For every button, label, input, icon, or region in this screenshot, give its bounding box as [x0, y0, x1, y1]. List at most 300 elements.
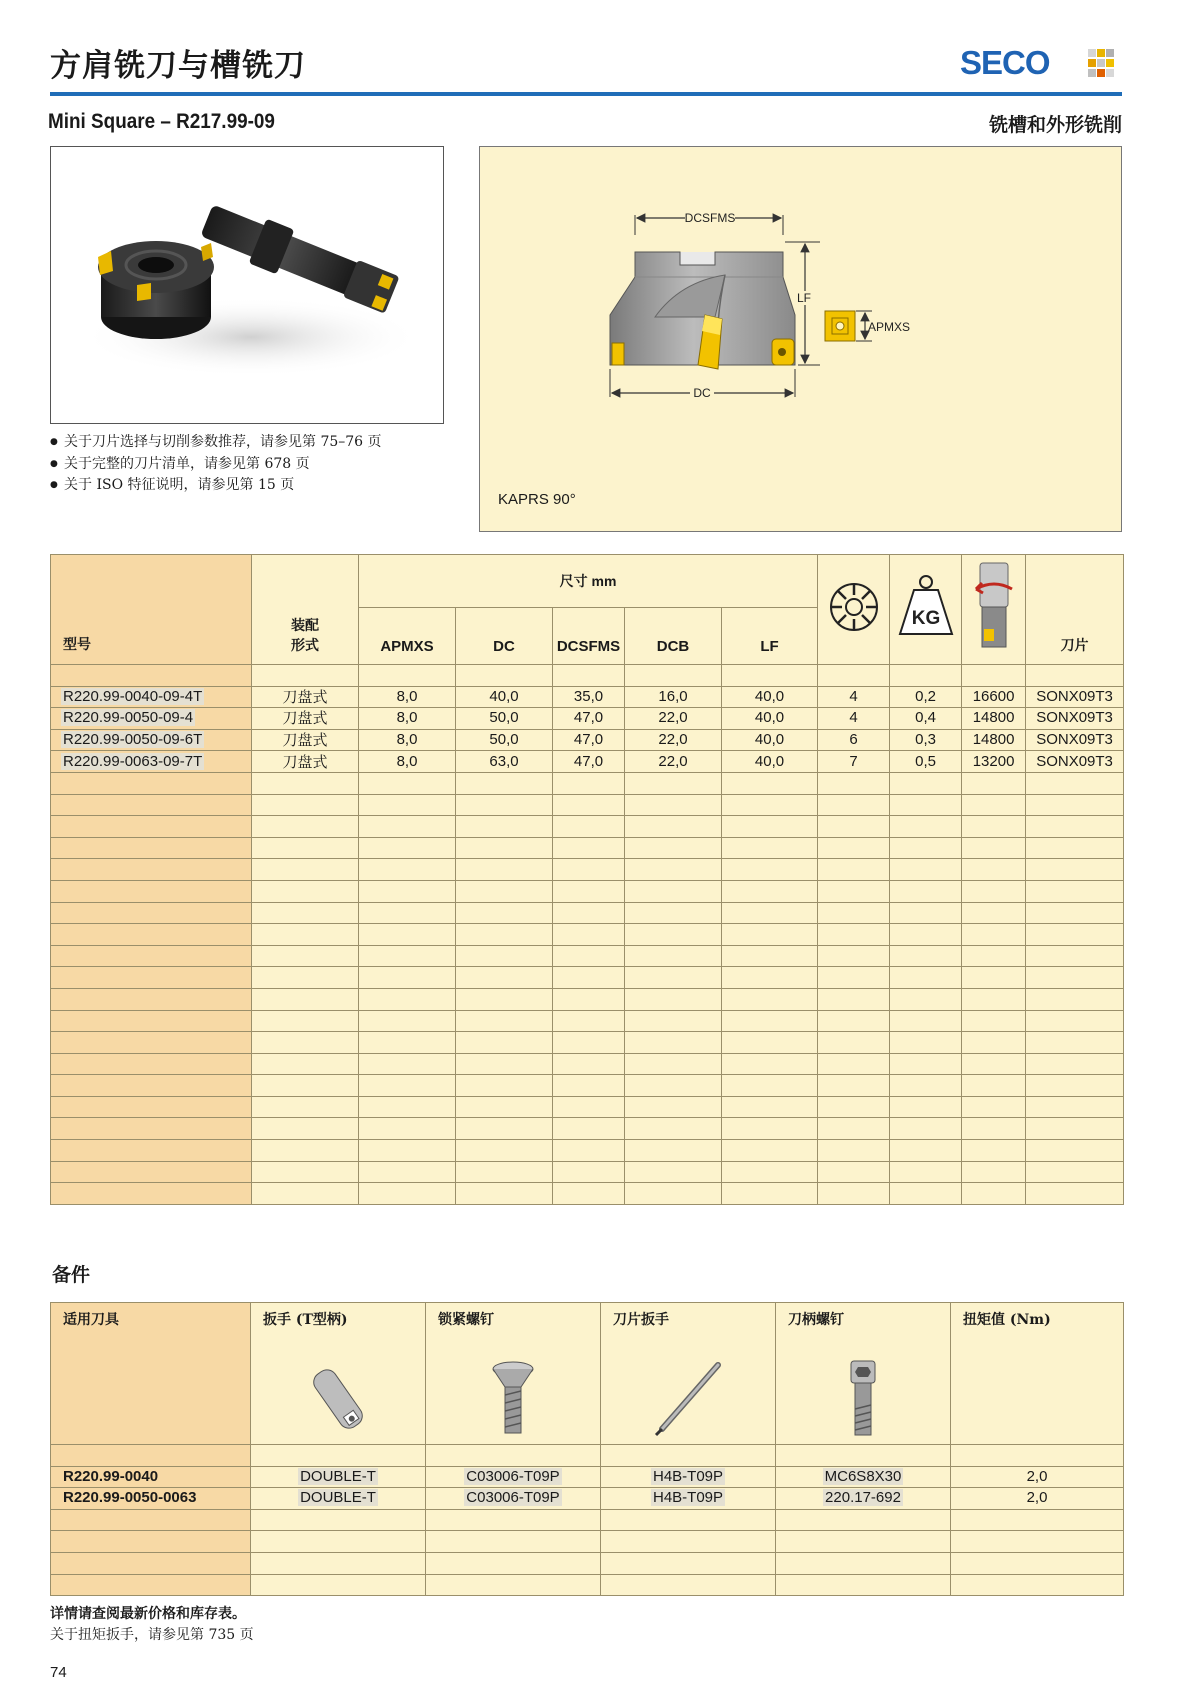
spares-cell-key: [601, 1531, 776, 1553]
footer-note-torque: 关于扭矩扳手，请参见第 735 页: [50, 1627, 254, 1643]
cell-model: R220.99-0050-09-4: [51, 708, 252, 730]
cell-insert: [1026, 1053, 1124, 1075]
header-model: 型号: [51, 555, 252, 665]
cell-mount: [252, 1096, 359, 1118]
cell-dcb: [625, 967, 722, 989]
cell-lf: [722, 880, 818, 902]
spares-cell-arbor_screw: MC6S8X30: [776, 1466, 951, 1488]
cell-apmxs: [359, 1161, 456, 1183]
cell-dc: [456, 902, 553, 924]
spares-cell-key: [601, 1509, 776, 1531]
cell-z: [818, 988, 890, 1010]
cell-apmxs: [359, 772, 456, 794]
cell-mount: [252, 772, 359, 794]
cell-dcb: 22,0: [625, 751, 722, 773]
spares-row-empty: [51, 1552, 1124, 1574]
cell-lf: [722, 794, 818, 816]
spares-cell-torque: [951, 1509, 1124, 1531]
cell-insert: [1026, 665, 1124, 687]
cell-dc: [456, 880, 553, 902]
table-row-empty: [51, 837, 1124, 859]
cell-dcsfms: 47,0: [553, 708, 625, 730]
header-weight: [890, 555, 962, 665]
cell-dc: [456, 859, 553, 881]
cell-model: [51, 859, 252, 881]
cell-dcsfms: [553, 967, 625, 989]
spares-cell-key: H4B-T09P: [601, 1488, 776, 1510]
cell-insert: [1026, 1118, 1124, 1140]
cell-kg: 0,5: [890, 751, 962, 773]
cell-model: [51, 1183, 252, 1205]
cell-rpm: [962, 924, 1026, 946]
cell-dc: [456, 1140, 553, 1162]
spares-cell-wrench: [251, 1531, 426, 1553]
cell-lf: [722, 1096, 818, 1118]
cell-mount: [252, 1010, 359, 1032]
cell-insert: [1026, 988, 1124, 1010]
cell-model: [51, 1161, 252, 1183]
milling-cutter-image: [51, 147, 445, 425]
cell-mount: [252, 837, 359, 859]
cell-kg: [890, 837, 962, 859]
table-row: [51, 729, 1124, 751]
table-row: [51, 708, 1124, 730]
spares-row-empty: [51, 1445, 1124, 1467]
cell-dcsfms: [553, 988, 625, 1010]
header-mount: 装配 形式: [252, 555, 359, 665]
cell-rpm: [962, 1096, 1026, 1118]
cell-apmxs: [359, 1118, 456, 1140]
cell-kg: [890, 1010, 962, 1032]
note-item: ● 关于 ISO 特征说明，请参见第 15 页: [50, 475, 382, 497]
spares-header-wrench: 扳手 (T型柄): [251, 1303, 426, 1445]
cell-dcsfms: [553, 837, 625, 859]
header-teeth: [818, 555, 890, 665]
cell-dcb: [625, 1140, 722, 1162]
cell-mount: [252, 1032, 359, 1054]
cell-dcb: [625, 816, 722, 838]
cell-dcsfms: 47,0: [553, 751, 625, 773]
cell-rpm: [962, 1053, 1026, 1075]
cell-apmxs: [359, 665, 456, 687]
cutter-dimension-drawing: [480, 147, 1123, 487]
spares-cell-tool: [51, 1445, 251, 1467]
cell-z: [818, 1032, 890, 1054]
cell-kg: [890, 967, 962, 989]
teeth-count-icon: [828, 581, 880, 633]
cell-apmxs: [359, 1183, 456, 1205]
cell-mount: [252, 1140, 359, 1162]
cell-rpm: [962, 902, 1026, 924]
cell-dcsfms: [553, 1010, 625, 1032]
spares-title: 备件: [52, 1264, 91, 1286]
cell-insert: [1026, 1010, 1124, 1032]
header-apmxs: APMXS: [359, 607, 456, 664]
spares-rows: [51, 1445, 1124, 1596]
cell-kg: [890, 859, 962, 881]
cell-rpm: [962, 880, 1026, 902]
cell-kg: 0,3: [890, 729, 962, 751]
cell-model: [51, 772, 252, 794]
lf-label: LF: [796, 291, 812, 305]
cell-z: [818, 794, 890, 816]
spares-cell-screw: [426, 1531, 601, 1553]
cell-apmxs: [359, 859, 456, 881]
header-rpm: [962, 555, 1026, 665]
cell-insert: [1026, 1140, 1124, 1162]
cell-mount: [252, 967, 359, 989]
cell-z: [818, 859, 890, 881]
cell-dc: [456, 1118, 553, 1140]
cell-lf: [722, 1140, 818, 1162]
spares-cell-screw: [426, 1574, 601, 1596]
table-row-empty: [51, 1053, 1124, 1075]
cell-dc: 63,0: [456, 751, 553, 773]
cell-rpm: [962, 794, 1026, 816]
spares-cell-tool: R220.99-0050-0063: [51, 1488, 251, 1510]
spares-cell-key: [601, 1445, 776, 1467]
seco-logo: SECO: [960, 46, 1120, 80]
table-row-empty: [51, 816, 1124, 838]
cell-kg: [890, 772, 962, 794]
table-row-empty: [51, 1075, 1124, 1097]
cell-kg: [890, 665, 962, 687]
cell-kg: [890, 1053, 962, 1075]
cell-apmxs: [359, 1053, 456, 1075]
cell-z: [818, 924, 890, 946]
apmxs-label: APMXS: [868, 320, 911, 334]
cell-mount: 刀盘式: [252, 708, 359, 730]
cell-mount: [252, 988, 359, 1010]
cell-dcb: [625, 1161, 722, 1183]
cell-kg: [890, 794, 962, 816]
product-rows: [51, 665, 1124, 1205]
cell-lf: 40,0: [722, 686, 818, 708]
product-table: [50, 554, 1124, 1205]
dimension-diagram: [479, 146, 1122, 532]
spares-cell-arbor_screw: 220.17-692: [776, 1488, 951, 1510]
cell-dc: [456, 1010, 553, 1032]
logo-mark-icon: [1088, 49, 1114, 77]
cell-z: 7: [818, 751, 890, 773]
cell-mount: [252, 794, 359, 816]
max-rpm-icon: [972, 559, 1016, 655]
spares-cell-screw: [426, 1445, 601, 1467]
cell-insert: [1026, 924, 1124, 946]
cell-z: [818, 772, 890, 794]
cell-z: [818, 816, 890, 838]
cell-z: [818, 1053, 890, 1075]
cell-z: [818, 1096, 890, 1118]
cell-apmxs: [359, 816, 456, 838]
cell-z: 4: [818, 686, 890, 708]
reference-notes: [50, 432, 382, 497]
cell-dcb: [625, 794, 722, 816]
spares-row-empty: [51, 1531, 1124, 1553]
cell-dcb: 22,0: [625, 729, 722, 751]
cell-dc: 50,0: [456, 729, 553, 751]
cell-z: [818, 1075, 890, 1097]
cell-dcsfms: 35,0: [553, 686, 625, 708]
cell-dcb: [625, 902, 722, 924]
cell-lf: [722, 967, 818, 989]
cell-lf: [722, 924, 818, 946]
spares-cell-arbor_screw: [776, 1445, 951, 1467]
arbor-screw-icon: [838, 1359, 888, 1439]
spares-row-empty: [51, 1509, 1124, 1531]
cell-lf: 40,0: [722, 708, 818, 730]
cell-mount: [252, 924, 359, 946]
cell-rpm: [962, 967, 1026, 989]
cell-kg: 0,2: [890, 686, 962, 708]
cell-dcsfms: [553, 1053, 625, 1075]
cell-model: [51, 924, 252, 946]
table-row-empty: [51, 1032, 1124, 1054]
table-row-empty: [51, 945, 1124, 967]
cell-apmxs: [359, 967, 456, 989]
cell-apmxs: [359, 902, 456, 924]
cell-dcsfms: [553, 924, 625, 946]
spares-cell-torque: 2,0: [951, 1466, 1124, 1488]
cell-mount: 刀盘式: [252, 751, 359, 773]
cell-insert: [1026, 837, 1124, 859]
header-dcsfms: DCSFMS: [553, 607, 625, 664]
cell-kg: [890, 988, 962, 1010]
cell-dcsfms: [553, 945, 625, 967]
cell-z: 4: [818, 708, 890, 730]
header-insert: 刀片: [1026, 555, 1124, 665]
spares-cell-key: [601, 1574, 776, 1596]
cell-dcsfms: [553, 1140, 625, 1162]
insert-key-icon: [648, 1359, 728, 1439]
table-row-empty: [51, 988, 1124, 1010]
table-row: [51, 686, 1124, 708]
cell-model: [51, 945, 252, 967]
cell-mount: [252, 816, 359, 838]
spares-cell-tool: [51, 1574, 251, 1596]
cell-model: [51, 967, 252, 989]
cell-dc: [456, 988, 553, 1010]
cell-rpm: [962, 859, 1026, 881]
cell-model: R220.99-0063-09-7T: [51, 751, 252, 773]
cell-model: [51, 816, 252, 838]
table-row-empty: [51, 665, 1124, 687]
table-row-empty: [51, 1118, 1124, 1140]
cell-model: [51, 880, 252, 902]
cell-rpm: [962, 816, 1026, 838]
spares-cell-tool: [51, 1531, 251, 1553]
cell-apmxs: 8,0: [359, 686, 456, 708]
cell-lf: [722, 816, 818, 838]
cell-model: [51, 665, 252, 687]
cell-dcsfms: [553, 772, 625, 794]
spares-cell-screw: [426, 1552, 601, 1574]
spares-header-screw: 锁紧螺钉: [426, 1303, 601, 1445]
cell-dcb: [625, 1118, 722, 1140]
cell-dcb: [625, 1032, 722, 1054]
cell-mount: [252, 1053, 359, 1075]
cell-dcsfms: [553, 1118, 625, 1140]
cell-mount: 刀盘式: [252, 729, 359, 751]
cell-lf: [722, 1053, 818, 1075]
cell-dc: [456, 837, 553, 859]
cell-dc: [456, 945, 553, 967]
cell-lf: [722, 1183, 818, 1205]
cell-insert: [1026, 794, 1124, 816]
cell-dc: [456, 924, 553, 946]
cell-dc: [456, 967, 553, 989]
cell-dcb: 16,0: [625, 686, 722, 708]
cell-kg: [890, 1096, 962, 1118]
cell-dcsfms: [553, 1096, 625, 1118]
cell-insert: [1026, 967, 1124, 989]
spares-cell-tool: [51, 1552, 251, 1574]
table-row: [51, 751, 1124, 773]
cell-apmxs: [359, 924, 456, 946]
cell-mount: [252, 945, 359, 967]
spares-cell-key: [601, 1552, 776, 1574]
cell-lf: [722, 665, 818, 687]
cell-model: R220.99-0040-09-4T: [51, 686, 252, 708]
header-lf: LF: [722, 607, 818, 664]
cell-insert: SONX09T3: [1026, 751, 1124, 773]
cell-rpm: [962, 837, 1026, 859]
cell-z: [818, 1161, 890, 1183]
cell-rpm: 13200: [962, 751, 1026, 773]
cell-lf: [722, 902, 818, 924]
spares-row: [51, 1466, 1124, 1488]
cell-kg: [890, 1032, 962, 1054]
cell-rpm: 14800: [962, 729, 1026, 751]
cell-insert: SONX09T3: [1026, 686, 1124, 708]
table-row-empty: [51, 772, 1124, 794]
spares-row-empty: [51, 1574, 1124, 1596]
table-row-empty: [51, 902, 1124, 924]
cell-dcsfms: [553, 1183, 625, 1205]
spares-cell-torque: [951, 1574, 1124, 1596]
kaprs-angle: KAPRS 90°: [498, 491, 576, 508]
cell-dcb: [625, 859, 722, 881]
cell-apmxs: 8,0: [359, 708, 456, 730]
table-row-empty: [51, 880, 1124, 902]
header-dimensions: 尺寸 mm: [359, 555, 818, 608]
cell-dcb: [625, 1096, 722, 1118]
cell-model: [51, 1032, 252, 1054]
cell-apmxs: [359, 1075, 456, 1097]
cell-rpm: [962, 1161, 1026, 1183]
cell-dcsfms: 47,0: [553, 729, 625, 751]
table-row-empty: [51, 924, 1124, 946]
spares-cell-screw: C03006-T09P: [426, 1488, 601, 1510]
cell-dc: [456, 1161, 553, 1183]
cell-z: [818, 880, 890, 902]
footer-note-price: 详情请查阅最新价格和库存表。: [50, 1606, 246, 1622]
spares-cell-arbor_screw: [776, 1574, 951, 1596]
cell-insert: SONX09T3: [1026, 729, 1124, 751]
spares-cell-screw: [426, 1509, 601, 1531]
cell-dc: [456, 1075, 553, 1097]
spares-cell-torque: [951, 1445, 1124, 1467]
cell-kg: 0,4: [890, 708, 962, 730]
cell-dc: [456, 1053, 553, 1075]
cell-dc: [456, 794, 553, 816]
cell-model: [51, 1140, 252, 1162]
cell-rpm: 16600: [962, 686, 1026, 708]
spares-row: [51, 1488, 1124, 1510]
dc-label: DC: [693, 386, 711, 400]
cell-dcb: [625, 665, 722, 687]
cell-dcb: [625, 1183, 722, 1205]
locking-screw-icon: [483, 1359, 543, 1439]
cell-dcb: [625, 880, 722, 902]
cell-dcsfms: [553, 816, 625, 838]
note-item: ● 关于刀片选择与切削参数推荐，请参见第 75–76 页: [50, 432, 382, 454]
header-dc: DC: [456, 607, 553, 664]
cell-rpm: [962, 1075, 1026, 1097]
cell-insert: [1026, 1161, 1124, 1183]
cell-dcsfms: [553, 1161, 625, 1183]
table-row-empty: [51, 794, 1124, 816]
cell-z: [818, 1010, 890, 1032]
cell-lf: [722, 1118, 818, 1140]
cell-rpm: [962, 1140, 1026, 1162]
cell-apmxs: 8,0: [359, 729, 456, 751]
cell-z: [818, 1118, 890, 1140]
table-row-empty: [51, 1010, 1124, 1032]
cell-apmxs: [359, 794, 456, 816]
weight-icon: [896, 572, 956, 642]
cell-dc: [456, 1032, 553, 1054]
cell-dcb: [625, 772, 722, 794]
cell-dcb: [625, 1075, 722, 1097]
cell-kg: [890, 880, 962, 902]
spares-cell-torque: 2,0: [951, 1488, 1124, 1510]
cell-insert: SONX09T3: [1026, 708, 1124, 730]
spares-cell-wrench: [251, 1552, 426, 1574]
cell-apmxs: [359, 837, 456, 859]
svg-text:KG: KG: [911, 608, 940, 629]
cell-kg: [890, 1075, 962, 1097]
cell-apmxs: [359, 1096, 456, 1118]
cell-insert: [1026, 1075, 1124, 1097]
cell-lf: [722, 1075, 818, 1097]
cell-rpm: [962, 1118, 1026, 1140]
cell-model: R220.99-0050-09-6T: [51, 729, 252, 751]
cell-insert: [1026, 772, 1124, 794]
cell-mount: [252, 880, 359, 902]
cell-lf: [722, 772, 818, 794]
spares-header-arbor-screw: 刀柄螺钉: [776, 1303, 951, 1445]
spares-cell-tool: R220.99-0040: [51, 1466, 251, 1488]
spares-header-tool: 适用刀具: [51, 1303, 251, 1445]
spares-cell-wrench: [251, 1445, 426, 1467]
cell-mount: [252, 859, 359, 881]
cell-model: [51, 1118, 252, 1140]
cell-z: [818, 902, 890, 924]
cell-z: [818, 967, 890, 989]
table-row-empty: [51, 859, 1124, 881]
cell-lf: [722, 945, 818, 967]
cell-dc: [456, 1096, 553, 1118]
header-dcb: DCB: [625, 607, 722, 664]
cell-kg: [890, 902, 962, 924]
cell-z: [818, 1140, 890, 1162]
cell-model: [51, 902, 252, 924]
cell-z: [818, 837, 890, 859]
cell-model: [51, 988, 252, 1010]
cell-kg: [890, 945, 962, 967]
cell-dcsfms: [553, 665, 625, 687]
